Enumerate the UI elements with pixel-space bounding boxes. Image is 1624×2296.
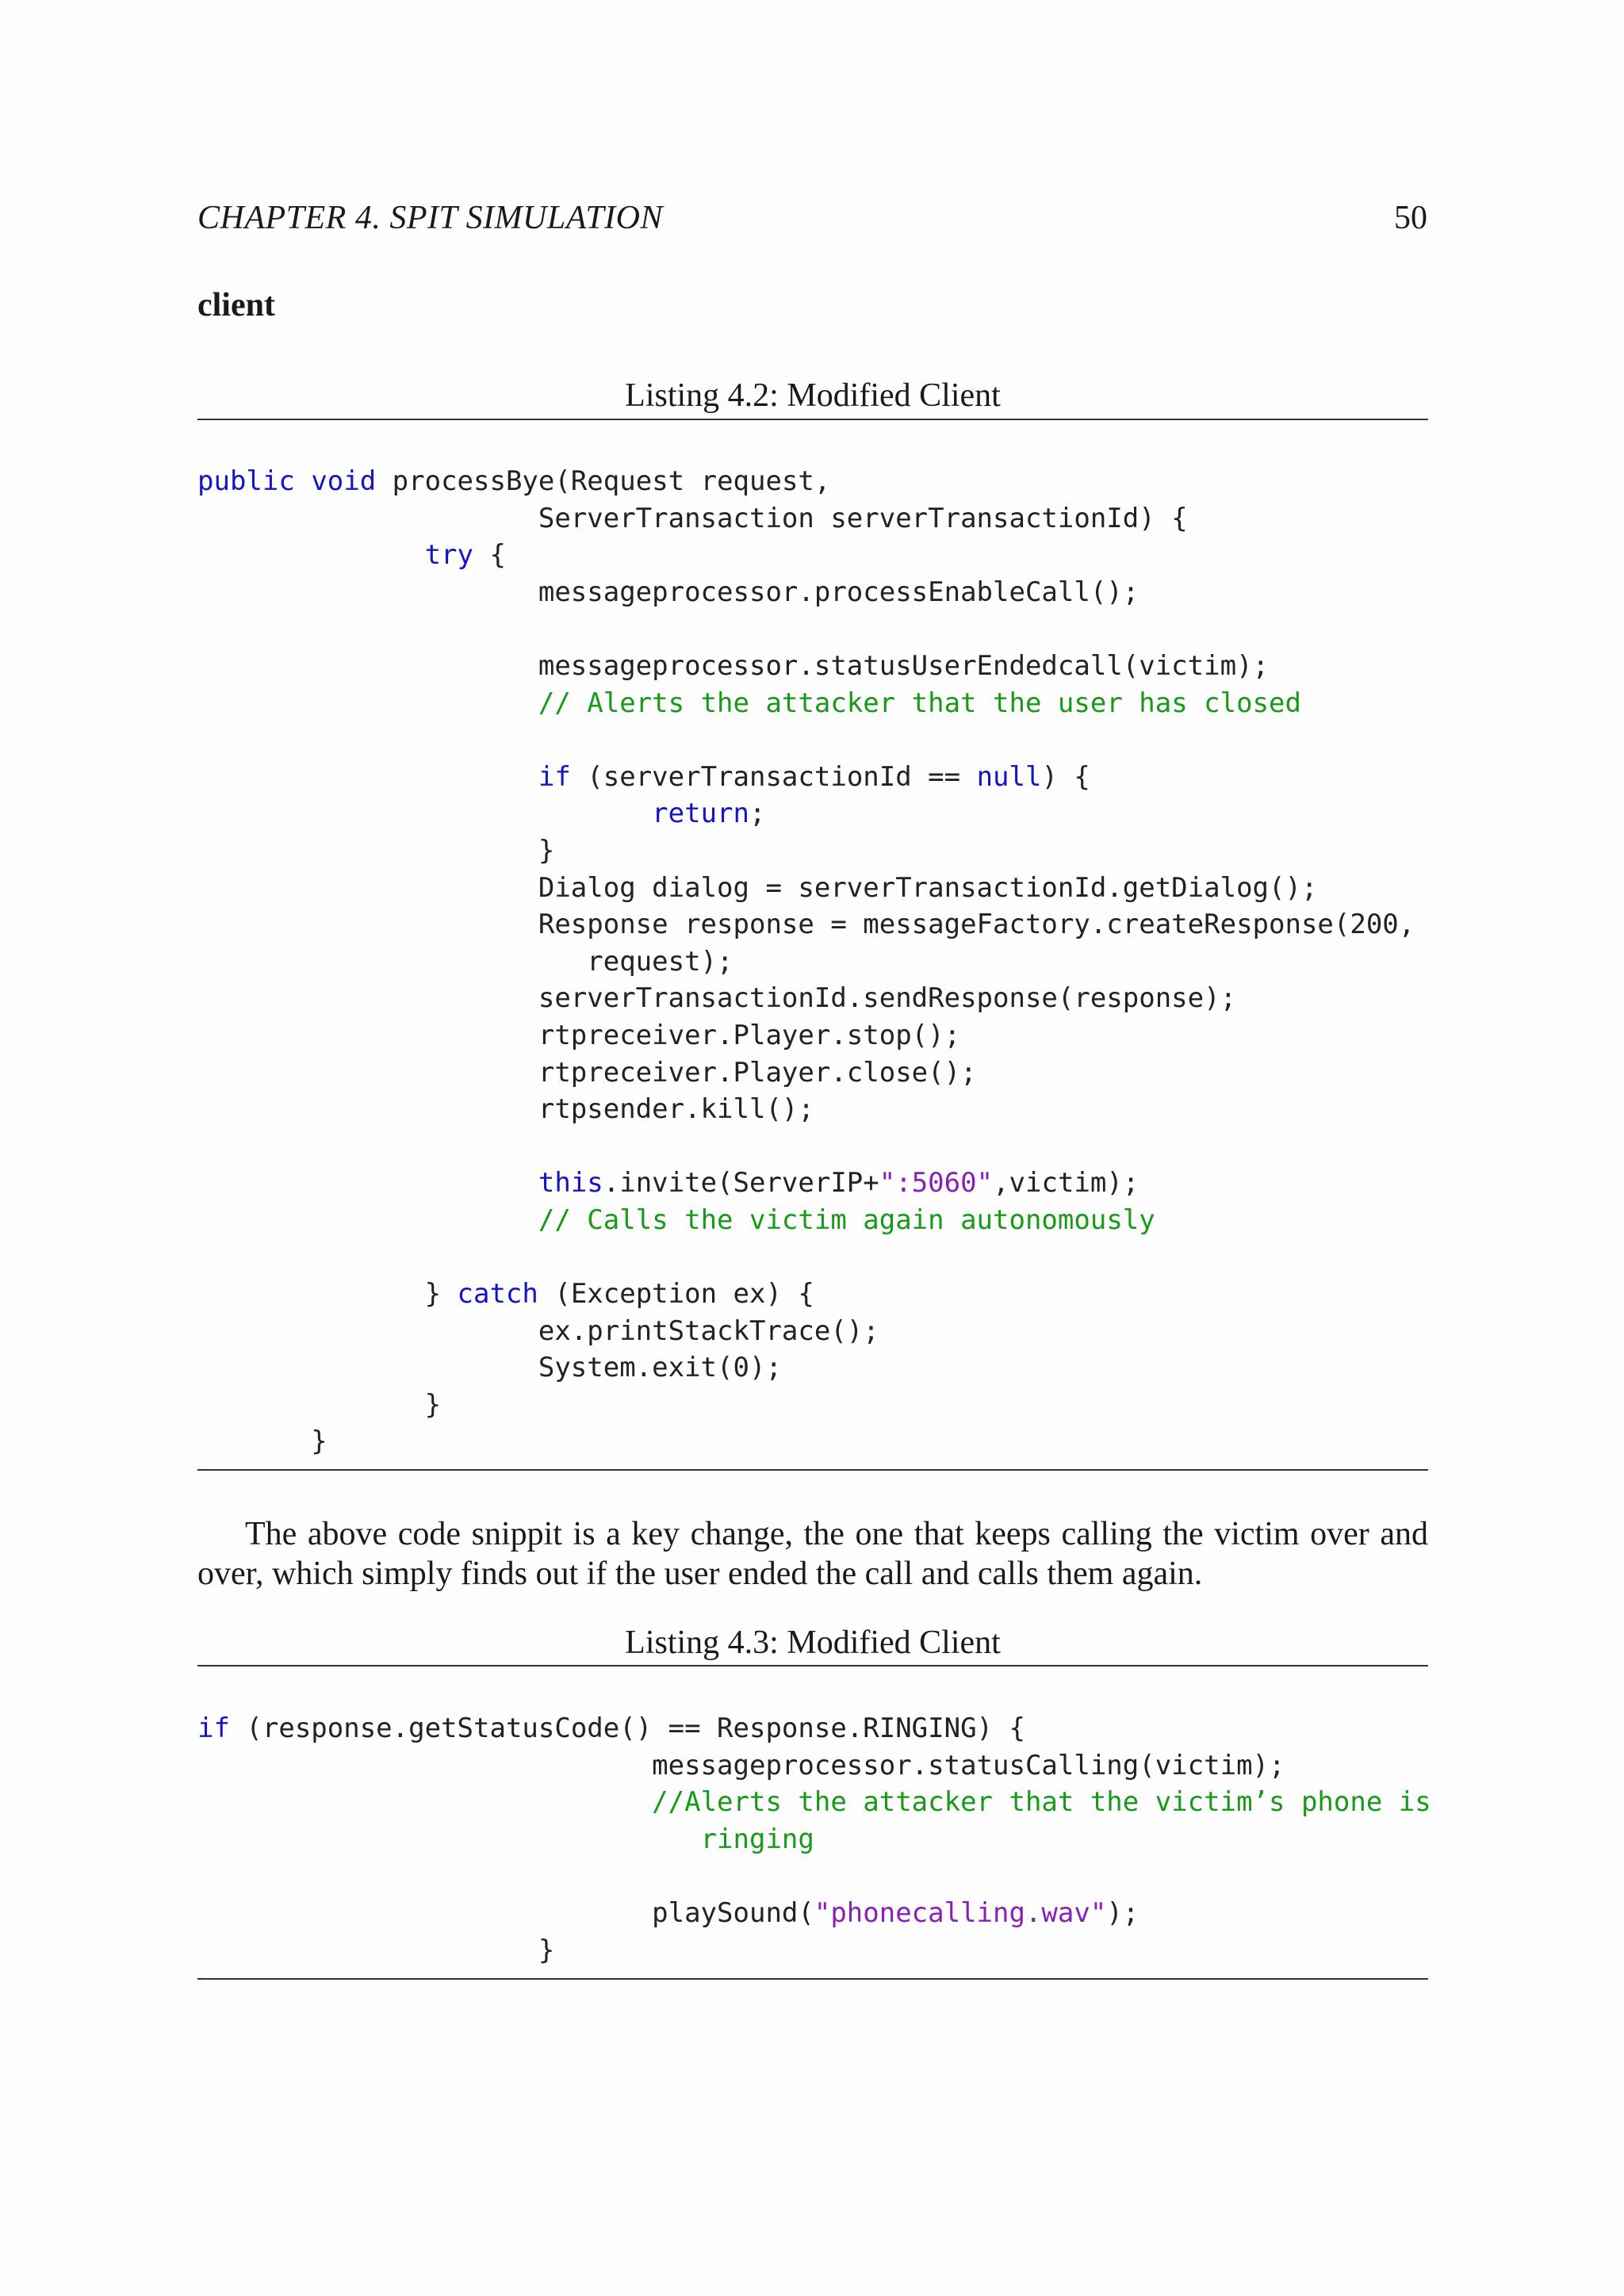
code-line [197,1167,1139,1199]
code-keyword: return [652,798,749,830]
code-text [197,798,652,829]
listing-caption-4-3: Listing 4.3: Modified Client [625,1624,1001,1661]
code-text: ); [1106,1896,1139,1929]
code-text: request); [197,945,733,978]
code-string: ":5060" [879,1167,994,1200]
code-line [197,1786,1431,1818]
code-keyword: try [424,539,473,572]
chapter-title: CHAPTER 4. SPIT SIMULATION [197,200,664,236]
listing-caption-4-2: Listing 4.2: Modified Client [625,377,1001,414]
code-text: .invite(ServerIP+ [603,1167,879,1200]
code-line [197,1934,554,1966]
listing-bottom-rule [197,1978,1428,1980]
code-text [197,1823,701,1855]
code-keyword: catch [457,1278,538,1311]
code-line [197,1093,814,1125]
code-line [197,1352,782,1383]
code-text: messageprocessor.processEnableCall(); [197,576,1139,608]
code-comment: ringing [700,1823,814,1855]
section-heading: client [197,287,275,323]
code-line [197,1204,1155,1236]
code-string: "phonecalling.wav" [814,1896,1107,1929]
code-text: Dialog dialog = serverTransactionId.getDialog(); [197,871,1318,904]
code-line [197,503,1188,534]
code-text: } [197,834,555,867]
code-line [197,909,1415,940]
code-text [295,465,311,497]
code-text: Response response = messageFactory.createResponse(200, [197,909,1415,941]
code-text: messageprocessor.statusCalling(victim); [197,1749,1285,1781]
code-text: (Exception ex) { [538,1278,814,1311]
code-text [197,1786,652,1818]
code-comment: // Calls the victim again autonomously [538,1203,1155,1236]
code-text: ex.printStackTrace(); [197,1314,879,1347]
code-line [197,687,1301,719]
code-keyword: if [197,1712,230,1744]
page-number: 50 [1394,200,1427,236]
code-line [197,650,1269,682]
code-text [197,687,538,719]
code-text: } [197,1425,327,1458]
code-text: System.exit(0); [197,1352,782,1384]
code-text: serverTransactionId.sendResponse(response); [197,982,1237,1015]
code-line [197,946,733,978]
code-keyword: if [538,760,571,793]
code-text: rtpsender.kill(); [197,1093,814,1126]
code-line [197,761,1090,793]
code-text: { [473,539,506,572]
code-text: (response.getStatusCode() == Response.RINGING) { [229,1712,1025,1744]
code-line [197,465,830,497]
code-text: rtpreceiver.Player.stop(); [197,1019,961,1051]
code-line [197,1897,1139,1929]
code-keyword: this [538,1167,603,1200]
code-line [197,1750,1285,1781]
code-text: } [197,1278,458,1311]
code-listing-4-3 [197,1710,1434,1969]
code-text: ; [749,798,766,830]
code-text: (serverTransactionId == [570,760,977,793]
code-text [197,1167,538,1199]
code-text: messageprocessor.statusUserEndedcall(victim); [197,649,1270,682]
code-text: ,victim); [993,1167,1139,1200]
body-paragraph-text: The above code snippit is a key change, the one that keeps calling the victim over and over, which simply finds out if the user ended the call and calls them again. [197,1516,1428,1592]
listing-top-rule [197,419,1428,420]
code-text: } [197,1388,442,1421]
listing-bottom-rule [197,1469,1428,1471]
code-text: rtpreceiver.Player.close(); [197,1056,977,1089]
code-line [197,982,1236,1014]
code-line [197,1389,441,1421]
code-text: ServerTransaction serverTransactionId) { [197,502,1188,534]
code-text: } [197,1934,555,1966]
code-line [197,1425,327,1457]
code-line [197,1315,879,1347]
code-line [197,798,765,829]
code-text [197,761,538,793]
code-comment: // Alerts the attacker that the user has closed [538,687,1301,719]
code-keyword: void [311,465,377,497]
code-listing-4-2 [197,463,1434,1460]
code-line [197,1823,814,1855]
code-text: processBye(Request request, [376,465,831,497]
code-text [197,1204,538,1236]
listing-top-rule [197,1665,1428,1667]
code-keyword: public [197,465,295,497]
code-line [197,1057,977,1089]
code-line [197,835,554,867]
code-text [197,539,425,571]
body-paragraph [197,1514,1428,1594]
code-line [197,539,506,571]
code-line [197,576,1139,608]
code-keyword: null [976,760,1042,793]
code-line [197,872,1317,904]
code-comment: //Alerts the attacker that the victim’s phone is [652,1786,1431,1819]
code-text: playSound( [197,1896,814,1929]
code-text: ) { [1041,760,1090,793]
code-line [197,1712,1025,1744]
code-line [197,1278,814,1310]
code-line [197,1020,960,1051]
